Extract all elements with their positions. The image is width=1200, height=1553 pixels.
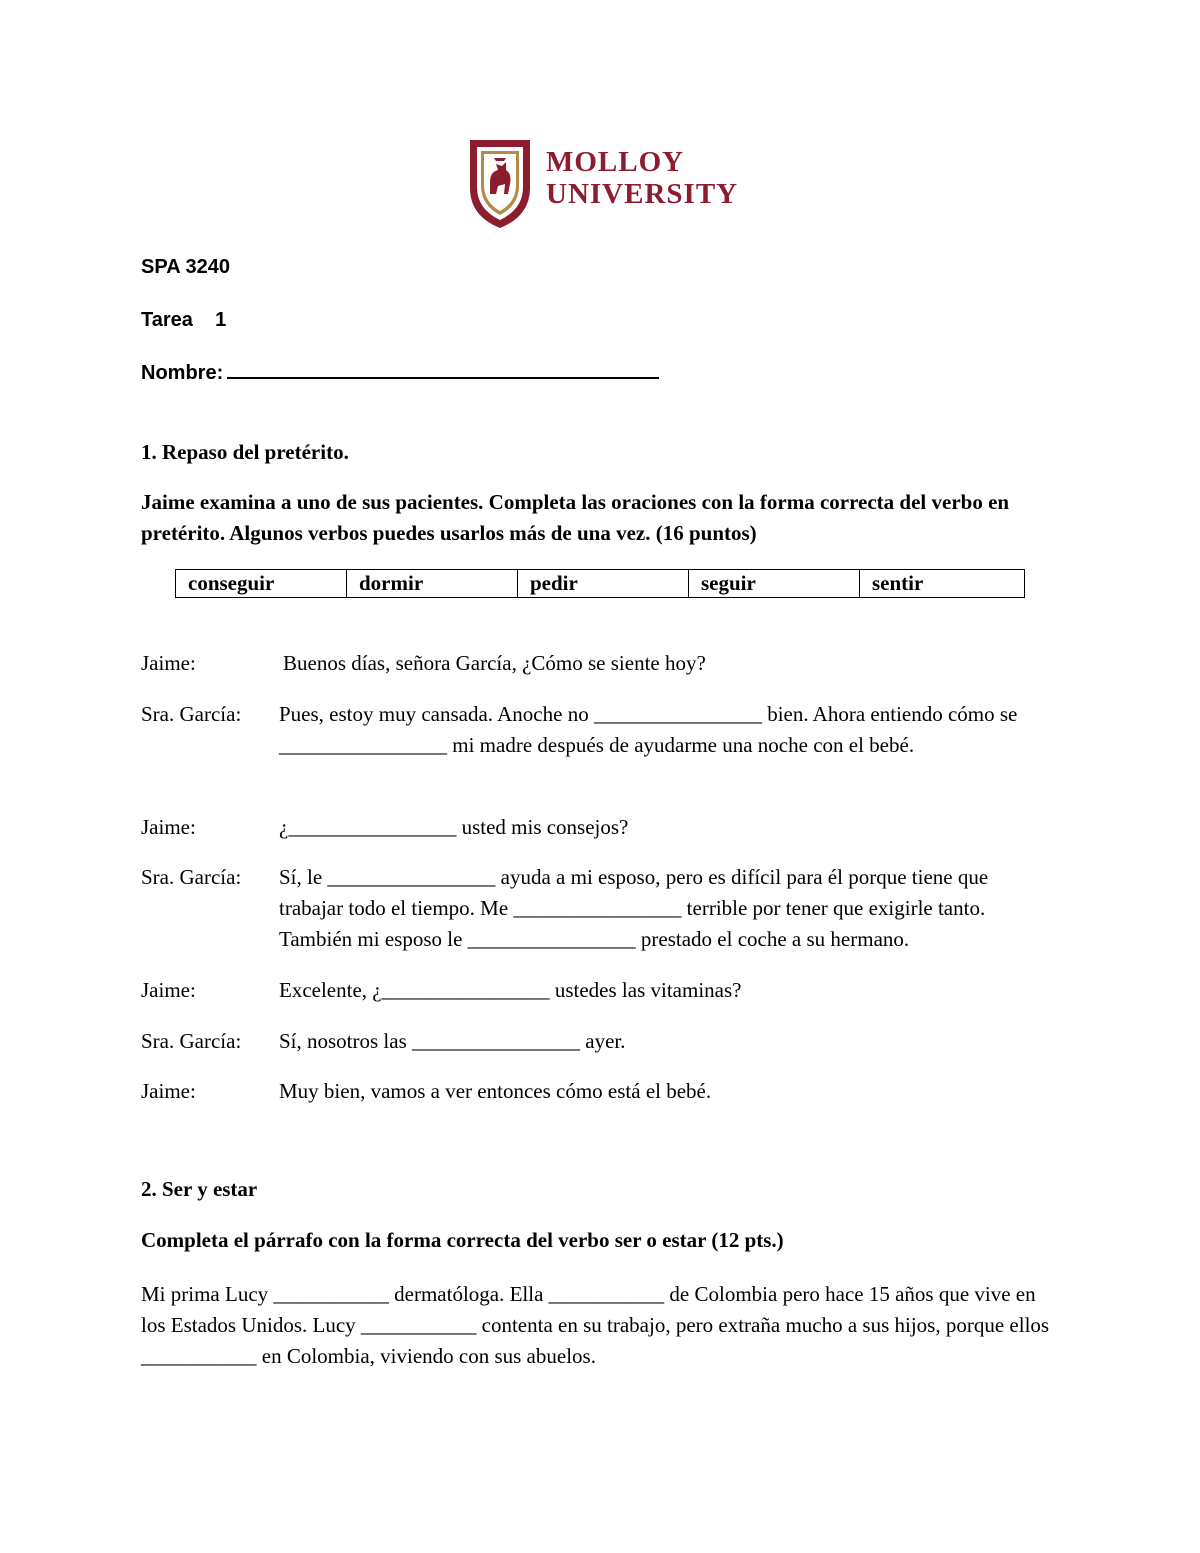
speaker-label: Jaime: [141, 1079, 196, 1103]
name-label: Nombre: [141, 362, 224, 384]
dialogue-text: Sí, le ________________ ayuda a mi esposo, pero es difícil para él porque tiene que trabajar todo el tiempo. Me ________________ terrible por tener que exigirle tanto. También mi esposo le ________________ prestado el coche a su hermano. [279, 865, 989, 951]
verb-cell: seguir [689, 570, 860, 598]
verb-bank-table [175, 569, 1025, 598]
dialogue-text: Excelente, ¿________________ ustedes las vitaminas? [279, 978, 742, 1002]
section-2-title: 2. Ser y estar [141, 1177, 258, 1201]
speaker-label: Sra. García: [141, 1029, 242, 1053]
dialogue-text: ¿________________ usted mis consejos? [279, 815, 629, 839]
section-2-paragraph: Mi prima Lucy ___________ dermatóloga. Ella ___________ de Colombia pero hace 15 años que vive en los Estados Unidos. Lucy ___________ contenta en su trabajo, pero extraña mucho a sus hijos, porque ellos ___________ en Colombia, viviendo con sus abuelos. [141, 1282, 1050, 1368]
section-2-instructions: Completa el párrafo con la forma correcta del verbo ser o estar (12 pts.) [141, 1228, 784, 1252]
dialogue-text: Sí, nosotros las ________________ ayer. [279, 1029, 626, 1053]
university-logo [468, 138, 738, 230]
speaker-label: Jaime: [141, 815, 196, 839]
name-field [141, 360, 659, 385]
verb-bank-row [176, 570, 1025, 598]
tarea-label: Tarea 1 [141, 309, 227, 331]
speaker-label: Sra. García: [141, 702, 242, 726]
speaker-label: Jaime: [141, 651, 196, 675]
section-1-title: 1. Repaso del pretérito. [141, 440, 349, 464]
verb-cell: sentir [860, 570, 1025, 598]
name-blank-line[interactable] [227, 360, 659, 379]
shield-crest-icon [468, 138, 532, 230]
verb-cell: pedir [518, 570, 689, 598]
assignment-number [141, 309, 226, 332]
speaker-label: Sra. García: [141, 865, 242, 889]
section-1-instructions: Jaime examina a uno de sus pacientes. Completa las oraciones con la forma correcta del verbo en pretérito. Algunos verbos puedes usarlos más de una vez. (16 puntos) [141, 490, 1010, 545]
logo-text-university: UNIVERSITY [546, 178, 739, 210]
dialogue-text: Buenos días, señora García, ¿Cómo se siente hoy? [283, 651, 706, 675]
dialogue-text: Pues, estoy muy cansada. Anoche no ________________ bien. Ahora entiendo cómo se ________________ mi madre después de ayudarme una noche con el bebé. [279, 702, 1018, 757]
course-code: SPA 3240 [141, 256, 230, 278]
dialogue-text: Muy bien, vamos a ver entonces cómo está el bebé. [279, 1079, 712, 1103]
logo-text-molloy: MOLLOY [546, 146, 685, 178]
verb-cell: conseguir [176, 570, 347, 598]
verb-cell: dormir [347, 570, 518, 598]
speaker-label: Jaime: [141, 978, 196, 1002]
